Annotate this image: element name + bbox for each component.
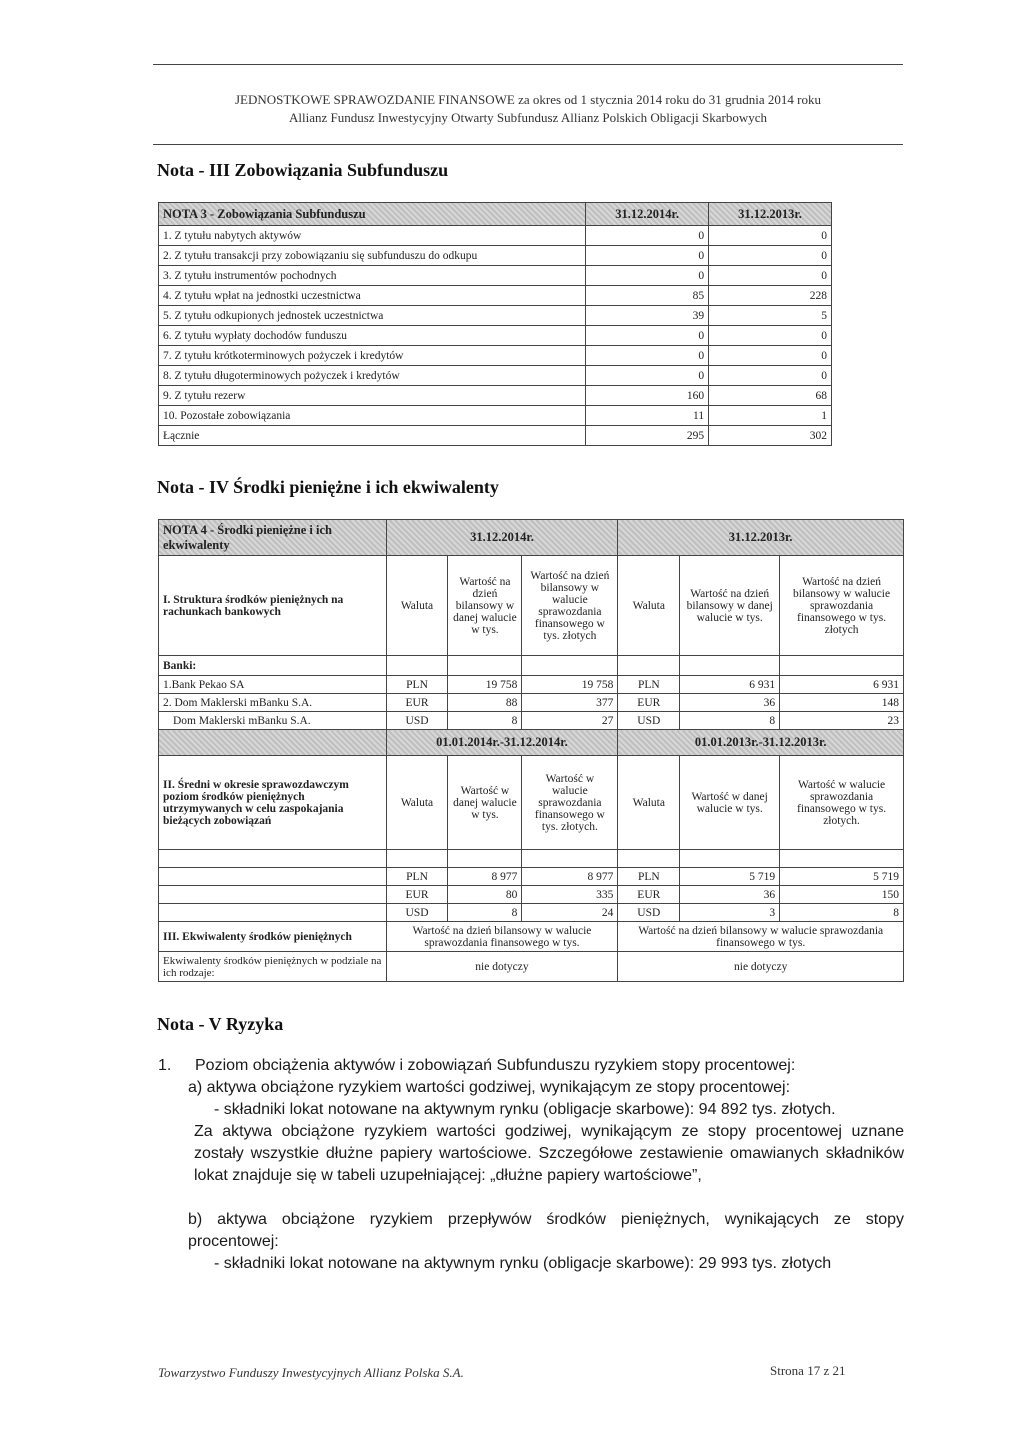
p1-number: 1. <box>158 1057 172 1074</box>
value-2013-currency: 6 931 <box>680 676 780 694</box>
value-2013-currency: 36 <box>680 694 780 712</box>
currency-2014: EUR <box>386 694 448 712</box>
s2-period-blank <box>159 730 387 756</box>
value-2013-pln: 148 <box>780 694 904 712</box>
s2-period-2013: 01.01.2013r.-31.12.2013r. <box>618 730 904 756</box>
table-row <box>159 266 832 286</box>
row-value-2013: 1 <box>709 406 832 426</box>
row-value-2013: 0 <box>709 226 832 246</box>
value-2014-currency: 88 <box>448 694 522 712</box>
currency-2014: PLN <box>386 868 448 886</box>
s1-h-val-2013-currency: Wartość na dzień bilansowy w danej walucie w tys. <box>680 556 780 656</box>
value-2013-pln: 150 <box>780 886 904 904</box>
row-value-2013: 0 <box>709 326 832 346</box>
value-2013-currency: 8 <box>680 712 780 730</box>
row-value-2014: 0 <box>586 326 709 346</box>
value-2014-currency: 19 758 <box>448 676 522 694</box>
row-value-2013: 0 <box>709 246 832 266</box>
nota4-header-label: NOTA 4 - Środki pieniężne i ich ekwiwalenty <box>159 520 387 556</box>
table-row <box>159 246 832 266</box>
row-label: 8. Z tytułu długoterminowych pożyczek i kredytów <box>159 366 586 386</box>
table-row <box>159 226 832 246</box>
value-2013-currency: 5 719 <box>680 868 780 886</box>
currency-2013: PLN <box>618 868 680 886</box>
table-row <box>159 366 832 386</box>
nota3-table <box>158 202 832 446</box>
s3-h-2014: Wartość na dzień bilansowy w walucie sprawozdania finansowego w tys. <box>386 922 618 952</box>
row-label: 4. Z tytułu wpłat na jednostki uczestnictwa <box>159 286 586 306</box>
row-label: 6. Z tytułu wypłaty dochodów funduszu <box>159 326 586 346</box>
banki-label: Banki: <box>159 656 387 676</box>
header-line-2: Allianz Fundusz Inwestycyjny Otwarty Subfundusz Allianz Polskich Obligacji Skarbowych <box>288 110 768 125</box>
total-label: Łącznie <box>159 426 586 446</box>
nota3-col-2013: 31.12.2013r. <box>709 203 832 226</box>
nota4-table <box>158 519 904 982</box>
row-value-2013: 0 <box>709 346 832 366</box>
s3-label: III. Ekwiwalenty środków pieniężnych <box>159 922 387 952</box>
currency-2013: PLN <box>618 676 680 694</box>
table-row <box>159 286 832 306</box>
s2-period-2014: 01.01.2014r.-31.12.2014r. <box>386 730 618 756</box>
value-2014-pln: 27 <box>522 712 618 730</box>
s2-h-val-2014-pln: Wartość w walucie sprawozdania finansowego w tys. złotych. <box>522 756 618 850</box>
s3-h-2013: Wartość na dzień bilansowy w walucie sprawozdania finansowego w tys. <box>618 922 904 952</box>
row-label: 9. Z tytułu rezerw <box>159 386 586 406</box>
value-2013-pln: 8 <box>780 904 904 922</box>
row-label: 7. Z tytułu krótkoterminowych pożyczek i kredytów <box>159 346 586 366</box>
row-value-2013: 0 <box>709 366 832 386</box>
s3-header-row <box>159 922 904 952</box>
table-row <box>159 676 904 694</box>
nota4-title: Nota - IV Środki pieniężne i ich ekwiwalenty <box>157 477 499 497</box>
value-2013-pln: 6 931 <box>780 676 904 694</box>
s2-period-row <box>159 730 904 756</box>
s1-h-waluta-2014: Waluta <box>386 556 448 656</box>
row-value-2014: 0 <box>586 246 709 266</box>
value-2014-currency: 8 <box>448 712 522 730</box>
pa-paragraph: Za aktywa obciążone ryzykiem wartości godziwej, wynikającym ze stopy procentowej uznane zostały wszystkie dłużne papiery wartościowe. Szczegółowe zestawienie omawianych składników lokat znajduje się w tabeli uzupełniającej: „dłużne papiery wartościowe”, <box>194 1123 904 1184</box>
value-2014-currency: 8 <box>448 904 522 922</box>
p1-text: Poziom obciążenia aktywów i zobowiązań Subfunduszu ryzykiem stopy procentowej: <box>195 1057 796 1074</box>
currency-2014: USD <box>386 712 448 730</box>
nota5-title: Nota - V Ryzyka <box>157 1014 284 1034</box>
table-row <box>159 694 904 712</box>
s2-label: II. Średni w okresie sprawozdawczym poziom środków pieniężnych utrzymywanych w celu zaspokajania bieżących zobowiązań <box>159 756 387 850</box>
s1-h-val-2014-currency: Wartość na dzień bilansowy w danej walucie w tys. <box>448 556 522 656</box>
value-2013-pln: 5 719 <box>780 868 904 886</box>
nota3-title: Nota - III Zobowiązania Subfunduszu <box>157 160 449 180</box>
row-value-2014: 11 <box>586 406 709 426</box>
s2-h-val-2014-currency: Wartość w danej walucie w tys. <box>448 756 522 850</box>
s1-h-val-2013-pln: Wartość na dzień bilansowy w walucie sprawozdania finansowego w tys. złotych <box>780 556 904 656</box>
value-2013-pln: 23 <box>780 712 904 730</box>
currency-2014: EUR <box>386 886 448 904</box>
table-row <box>159 868 904 886</box>
s1-label: I. Struktura środków pieniężnych na rachunkach bankowych <box>159 556 387 656</box>
s2-spacer-row <box>159 850 904 868</box>
banki-row <box>159 656 904 676</box>
row-value-2014: 85 <box>586 286 709 306</box>
row-value-2014: 160 <box>586 386 709 406</box>
currency-2014: USD <box>386 904 448 922</box>
currency-2013: EUR <box>618 886 680 904</box>
row-value-2013: 5 <box>709 306 832 326</box>
row-value-2014: 0 <box>586 366 709 386</box>
pb-item: - składniki lokat notowane na aktywnym rynku (obligacje skarbowe): 29 993 tys. złotych <box>214 1255 832 1272</box>
value-2014-currency: 80 <box>448 886 522 904</box>
s3-row-label: Ekwiwalenty środków pieniężnych w podziale na ich rodzaje: <box>159 952 387 982</box>
value-2014-pln: 335 <box>522 886 618 904</box>
s3-value-2014: nie dotyczy <box>386 952 618 982</box>
table-row <box>159 346 832 366</box>
header-top-rule <box>153 64 903 65</box>
total-value-2014: 295 <box>586 426 709 446</box>
header-line-1: JEDNOSTKOWE SPRAWOZDANIE FINANSOWE za okres od 1 stycznia 2014 roku do 31 grudnia 2014 roku <box>234 92 822 107</box>
row-value-2013: 228 <box>709 286 832 306</box>
value-2014-pln: 24 <box>522 904 618 922</box>
table-row <box>159 326 832 346</box>
bank-name: Dom Maklerski mBanku S.A. <box>159 712 387 730</box>
total-row <box>159 426 832 446</box>
nota4-period-2014: 31.12.2014r. <box>386 520 618 556</box>
pa-text: a) aktywa obciążone ryzykiem wartości godziwej, wynikającym ze stopy procentowej: <box>188 1079 791 1096</box>
s3-data-row <box>159 952 904 982</box>
nota3-header-row <box>159 203 832 226</box>
currency-2014: PLN <box>386 676 448 694</box>
table-row <box>159 886 904 904</box>
row-label: 5. Z tytułu odkupionych jednostek uczestnictwa <box>159 306 586 326</box>
footer-company: Towarzystwo Funduszy Inwestycyjnych Allianz Polska S.A. <box>158 1365 464 1380</box>
row-value-2014: 0 <box>586 226 709 246</box>
value-2014-pln: 8 977 <box>522 868 618 886</box>
s2-h-val-2013-currency: Wartość w danej walucie w tys. <box>680 756 780 850</box>
s2-h-waluta-2013: Waluta <box>618 756 680 850</box>
pb-text: b) aktywa obciążone ryzykiem przepływów środków pieniężnych, wynikających ze stopy procentowej: <box>188 1211 904 1250</box>
value-2013-currency: 36 <box>680 886 780 904</box>
s2-header-row <box>159 756 904 850</box>
footer-page-number: Strona 17 z 21 <box>770 1363 846 1378</box>
row-value-2014: 39 <box>586 306 709 326</box>
s1-h-val-2014-pln: Wartość na dzień bilansowy w walucie sprawozdania finansowego w tys. złotych <box>522 556 618 656</box>
total-value-2013: 302 <box>709 426 832 446</box>
header-bottom-rule <box>153 144 903 145</box>
s3-value-2013: nie dotyczy <box>618 952 904 982</box>
row-label: 2. Z tytułu transakcji przy zobowiązaniu się subfunduszu do odkupu <box>159 246 586 266</box>
bank-name: 1.Bank Pekao SA <box>159 676 387 694</box>
s1-header-row <box>159 556 904 656</box>
s2-h-waluta-2014: Waluta <box>386 756 448 850</box>
value-2014-pln: 377 <box>522 694 618 712</box>
s2-h-val-2013-pln: Wartość w walucie sprawozdania finansowego w tys. złotych. <box>780 756 904 850</box>
currency-2013: EUR <box>618 694 680 712</box>
value-2014-pln: 19 758 <box>522 676 618 694</box>
table-row <box>159 386 832 406</box>
pa-item: - składniki lokat notowane na aktywnym rynku (obligacje skarbowe): 94 892 tys. złotych. <box>214 1101 836 1118</box>
table-row <box>159 712 904 730</box>
table-row <box>159 904 904 922</box>
currency-2013: USD <box>618 712 680 730</box>
row-label: 1. Z tytułu nabytych aktywów <box>159 226 586 246</box>
value-2013-currency: 3 <box>680 904 780 922</box>
table-row <box>159 406 832 426</box>
row-value-2014: 0 <box>586 266 709 286</box>
bank-name: 2. Dom Maklerski mBanku S.A. <box>159 694 387 712</box>
row-label: 3. Z tytułu instrumentów pochodnych <box>159 266 586 286</box>
nota4-header-row <box>159 520 904 556</box>
s1-h-waluta-2013: Waluta <box>618 556 680 656</box>
nota4-period-2013: 31.12.2013r. <box>618 520 904 556</box>
row-value-2013: 68 <box>709 386 832 406</box>
row-value-2013: 0 <box>709 266 832 286</box>
nota3-header-label: NOTA 3 - Zobowiązania Subfunduszu <box>159 203 586 226</box>
row-label: 10. Pozostałe zobowiązania <box>159 406 586 426</box>
value-2014-currency: 8 977 <box>448 868 522 886</box>
currency-2013: USD <box>618 904 680 922</box>
table-row <box>159 306 832 326</box>
nota3-col-2014: 31.12.2014r. <box>586 203 709 226</box>
row-value-2014: 0 <box>586 346 709 366</box>
